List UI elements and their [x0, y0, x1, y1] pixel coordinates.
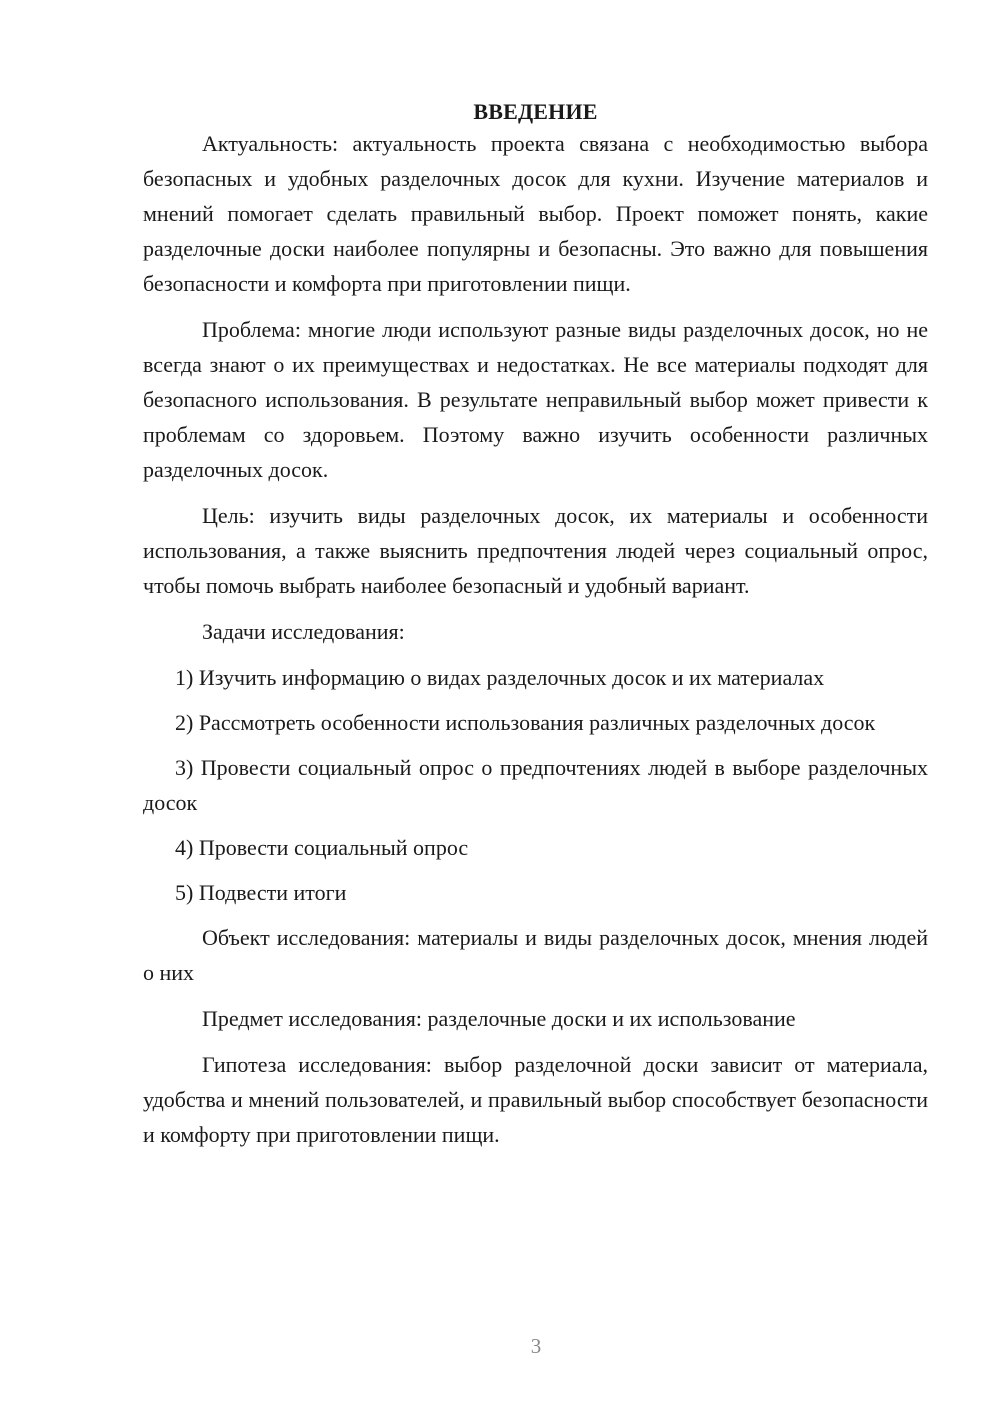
document-page	[143, 94, 928, 1163]
task-item-2: 2) Рассмотреть особенности использования различных разделочных досок	[175, 710, 876, 735]
paragraph-object: Объект исследования: материалы и виды разделочных досок, мнения людей о них	[143, 925, 928, 985]
paragraph-goal: Цель: изучить виды разделочных досок, их материалы и особенности использования, а также выяснить предпочтения людей через социальный опрос, чтобы помочь выбрать наиболее безопасный и удобный вариант.	[143, 503, 928, 598]
task-item-4: 4) Провести социальный опрос	[175, 835, 469, 860]
paragraph-relevance: Актуальность: актуальность проекта связана с необходимостью выбора безопасных и удобных разделочных досок для кухни. Изучение материалов и мнений помогает сделать правильный выбор. Проект поможет понять, какие разделочные доски наиболее популярны и безопасны. Это важно для повышения безопасности и комфорта при приготовлении пищи.	[143, 131, 928, 296]
task-item-3: 3) Провести социальный опрос о предпочтениях людей в выборе разделочных досок	[143, 755, 928, 815]
paragraph-hypothesis: Гипотеза исследования: выбор разделочной доски зависит от материала, удобства и мнений пользователей, и правильный выбор способствует безопасности и комфорту при приготовлении пищи.	[143, 1052, 928, 1147]
task-item-1: 1) Изучить информацию о видах разделочных досок и их материалах	[175, 665, 825, 690]
page-title: ВВЕДЕНИЕ	[473, 99, 598, 124]
task-item-5: 5) Подвести итоги	[175, 880, 347, 905]
page-number: 3	[530, 1334, 542, 1358]
paragraph-problem: Проблема: многие люди используют разные виды разделочных досок, но не всегда знают о их преимуществах и недостатках. Не все материалы подходят для безопасного использования. В результате неправильный выбор может привести к проблемам со здоровьем. Поэтому важно изучить особенности различных разделочных досок.	[143, 317, 928, 482]
tasks-heading: Задачи исследования:	[202, 619, 405, 644]
paragraph-subject: Предмет исследования: разделочные доски и их использование	[202, 1006, 796, 1031]
